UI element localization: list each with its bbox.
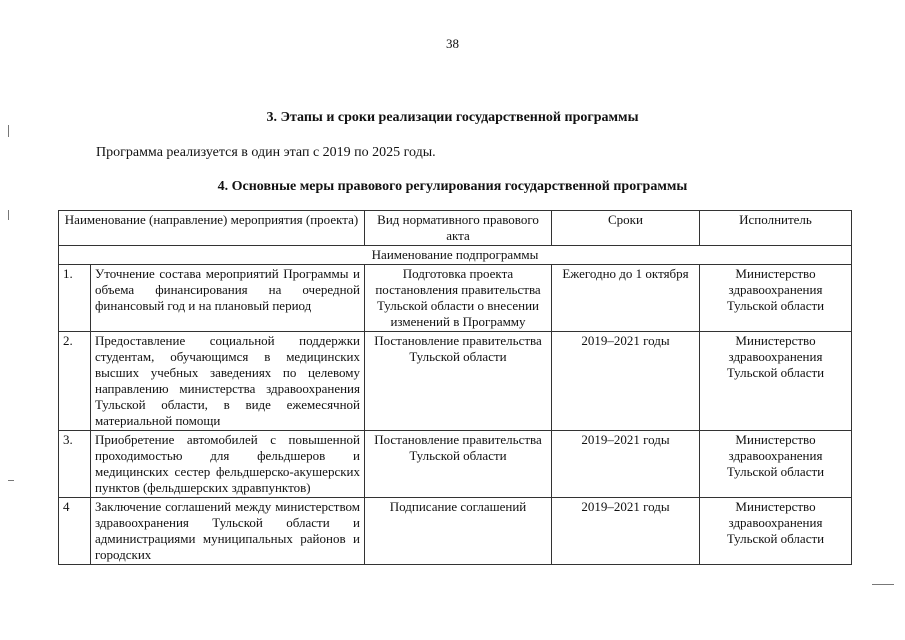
section-4-title: 4. Основные меры правового регулирования государственной программы: [217, 179, 688, 194]
term: Ежегодно до 1 октября: [552, 265, 700, 332]
row-number: 4: [59, 498, 91, 565]
table-row: [59, 498, 852, 565]
executor: Министерство здравоохранения Тульской области: [700, 498, 852, 565]
scan-mark: [872, 584, 894, 585]
executor: Министерство здравоохранения Тульской области: [700, 431, 852, 498]
table-row: [59, 332, 852, 431]
activity-name: Заключение соглашений между министерством здравоохранения Тульской области и администрациями муниципальных районов и городских: [91, 498, 365, 565]
table-row: [59, 265, 852, 332]
header-activity: Наименование (направление) мероприятия (проекта): [59, 211, 365, 246]
table-header-row: [59, 211, 852, 246]
term: 2019–2021 годы: [552, 498, 700, 565]
table-row: [59, 431, 852, 498]
subprogram-name: Наименование подпрограммы: [59, 246, 852, 265]
term: 2019–2021 годы: [552, 332, 700, 431]
row-number: 2.: [59, 332, 91, 431]
act-type: Подготовка проекта постановления правительства Тульской области о внесении изменений в Программу: [365, 265, 552, 332]
row-number: 3.: [59, 431, 91, 498]
activity-name: Предоставление социальной поддержки студентам, обучающимся в медицинских высших учебных заведениях по целевому направлению министерства здравоохранения Тульской области, в виде ежемесячной материальной помощи: [91, 332, 365, 431]
term: 2019–2021 годы: [552, 431, 700, 498]
scan-mark: [8, 480, 14, 481]
scan-mark: [8, 210, 9, 220]
header-executor: Исполнитель: [700, 211, 852, 246]
table-subheader-row: [59, 246, 852, 265]
measures-table: [58, 210, 852, 565]
scan-mark: [8, 125, 9, 137]
executor: Министерство здравоохранения Тульской области: [700, 332, 852, 431]
page-number: 38: [446, 36, 459, 51]
activity-name: Уточнение состава мероприятий Программы и объема финансирования на очередной финансовый год и на плановый период: [91, 265, 365, 332]
section-3-title: 3. Этапы и сроки реализации государственной программы: [266, 110, 639, 125]
header-terms: Сроки: [552, 211, 700, 246]
executor: Министерство здравоохранения Тульской области: [700, 265, 852, 332]
activity-name: Приобретение автомобилей с повышенной проходимостью для фельдшеров и медицинских сестер фельдшерско-акушерских пунктов (фельдшерских здравпунктов): [91, 431, 365, 498]
act-type: Подписание соглашений: [365, 498, 552, 565]
act-type: Постановление правительства Тульской области: [365, 332, 552, 431]
row-number: 1.: [59, 265, 91, 332]
header-act-type: Вид нормативного правового акта: [365, 211, 552, 246]
act-type: Постановление правительства Тульской области: [365, 431, 552, 498]
section-3-text: Программа реализуется в один этап с 2019 по 2025 годы.: [96, 145, 436, 160]
